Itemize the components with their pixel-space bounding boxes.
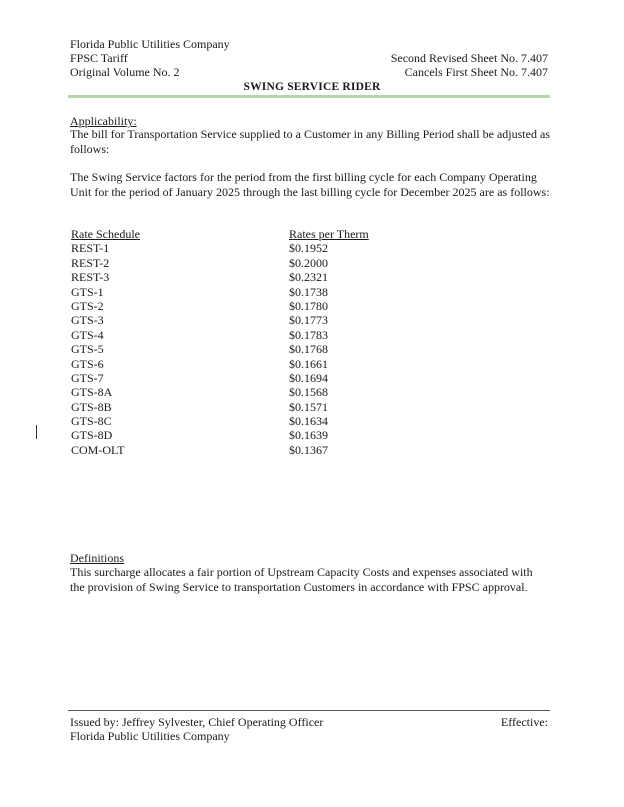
table-row <box>71 241 391 255</box>
rate-schedule: REST-1 <box>71 241 110 256</box>
table-row <box>71 443 391 457</box>
rates-header-row <box>71 227 391 241</box>
rate-value: $0.1571 <box>289 399 328 414</box>
table-row <box>71 428 391 442</box>
applicability-text: The bill for Transportation Service supplied to a Customer in any Billing Period shall be adjusted as follows: <box>70 127 550 156</box>
rate-value: $0.1768 <box>289 342 328 357</box>
rates-table <box>71 227 391 457</box>
table-row <box>71 371 391 385</box>
rate-schedule: REST-3 <box>71 270 110 285</box>
rate-schedule: GTS-3 <box>71 313 104 328</box>
table-row <box>71 270 391 284</box>
rate-value: $0.1568 <box>289 385 328 400</box>
rate-schedule: COM-OLT <box>71 442 125 457</box>
rate-value: $0.1952 <box>289 241 328 256</box>
footer-divider <box>68 710 550 711</box>
column-header-rate: Rates per Therm <box>289 227 369 241</box>
issued-by: Issued by: Jeffrey Sylvester, Chief Operating Officer <box>70 715 324 729</box>
rate-schedule: GTS-8A <box>71 385 113 400</box>
table-row <box>71 313 391 327</box>
rate-value: $0.2321 <box>289 270 328 285</box>
rate-value: $0.1634 <box>289 414 328 429</box>
column-header-schedule: Rate Schedule <box>71 227 140 241</box>
rate-value: $0.1661 <box>289 356 328 371</box>
rate-schedule: GTS-8C <box>71 414 112 429</box>
rate-schedule: GTS-4 <box>71 327 104 342</box>
table-row <box>71 328 391 342</box>
factors-text: The Swing Service factors for the period from the first billing cycle for each Company Operating Unit for the period of January 2025 through the last billing cycle for December 2025 are as follows: <box>70 170 550 199</box>
table-row <box>71 256 391 270</box>
page-title: SWING SERVICE RIDER <box>243 81 381 93</box>
header-divider <box>68 95 550 98</box>
rate-value: $0.2000 <box>289 255 328 270</box>
rate-schedule: GTS-8B <box>71 399 112 414</box>
rate-value: $0.1639 <box>289 428 328 443</box>
cancels-sheet: Cancels First Sheet No. 7.407 <box>404 65 548 79</box>
rate-schedule: GTS-6 <box>71 356 104 371</box>
rate-schedule: GTS-8D <box>71 428 113 443</box>
rate-value: $0.1738 <box>289 284 328 299</box>
rate-schedule: REST-2 <box>71 255 110 270</box>
rate-value: $0.1780 <box>289 298 328 313</box>
revision-margin-mark <box>36 425 37 439</box>
tariff-label: FPSC Tariff <box>70 51 128 65</box>
rate-value: $0.1367 <box>289 442 328 457</box>
applicability-heading: Applicability: <box>70 114 137 128</box>
table-row <box>71 299 391 313</box>
table-row <box>71 414 391 428</box>
rate-schedule: GTS-1 <box>71 284 104 299</box>
table-row <box>71 342 391 356</box>
sheet-number: Second Revised Sheet No. 7.407 <box>390 51 548 65</box>
definitions-heading: Definitions <box>70 551 124 565</box>
rate-schedule: GTS-5 <box>71 342 104 357</box>
company-name: Florida Public Utilities Company <box>70 37 230 51</box>
rate-value: $0.1773 <box>289 313 328 328</box>
table-row <box>71 357 391 371</box>
volume-label: Original Volume No. 2 <box>70 65 180 79</box>
table-row <box>71 400 391 414</box>
table-row <box>71 285 391 299</box>
rate-schedule: GTS-7 <box>71 370 104 385</box>
rate-schedule: GTS-2 <box>71 298 104 313</box>
rate-value: $0.1694 <box>289 370 328 385</box>
footer-company: Florida Public Utilities Company <box>70 729 230 743</box>
rate-value: $0.1783 <box>289 327 328 342</box>
definitions-text: This surcharge allocates a fair portion of Upstream Capacity Costs and expenses associated with the provision of Swing Service to transportation Customers in accordance with FPSC approval. <box>70 565 533 594</box>
table-row <box>71 385 391 399</box>
effective-label: Effective: <box>500 715 548 729</box>
